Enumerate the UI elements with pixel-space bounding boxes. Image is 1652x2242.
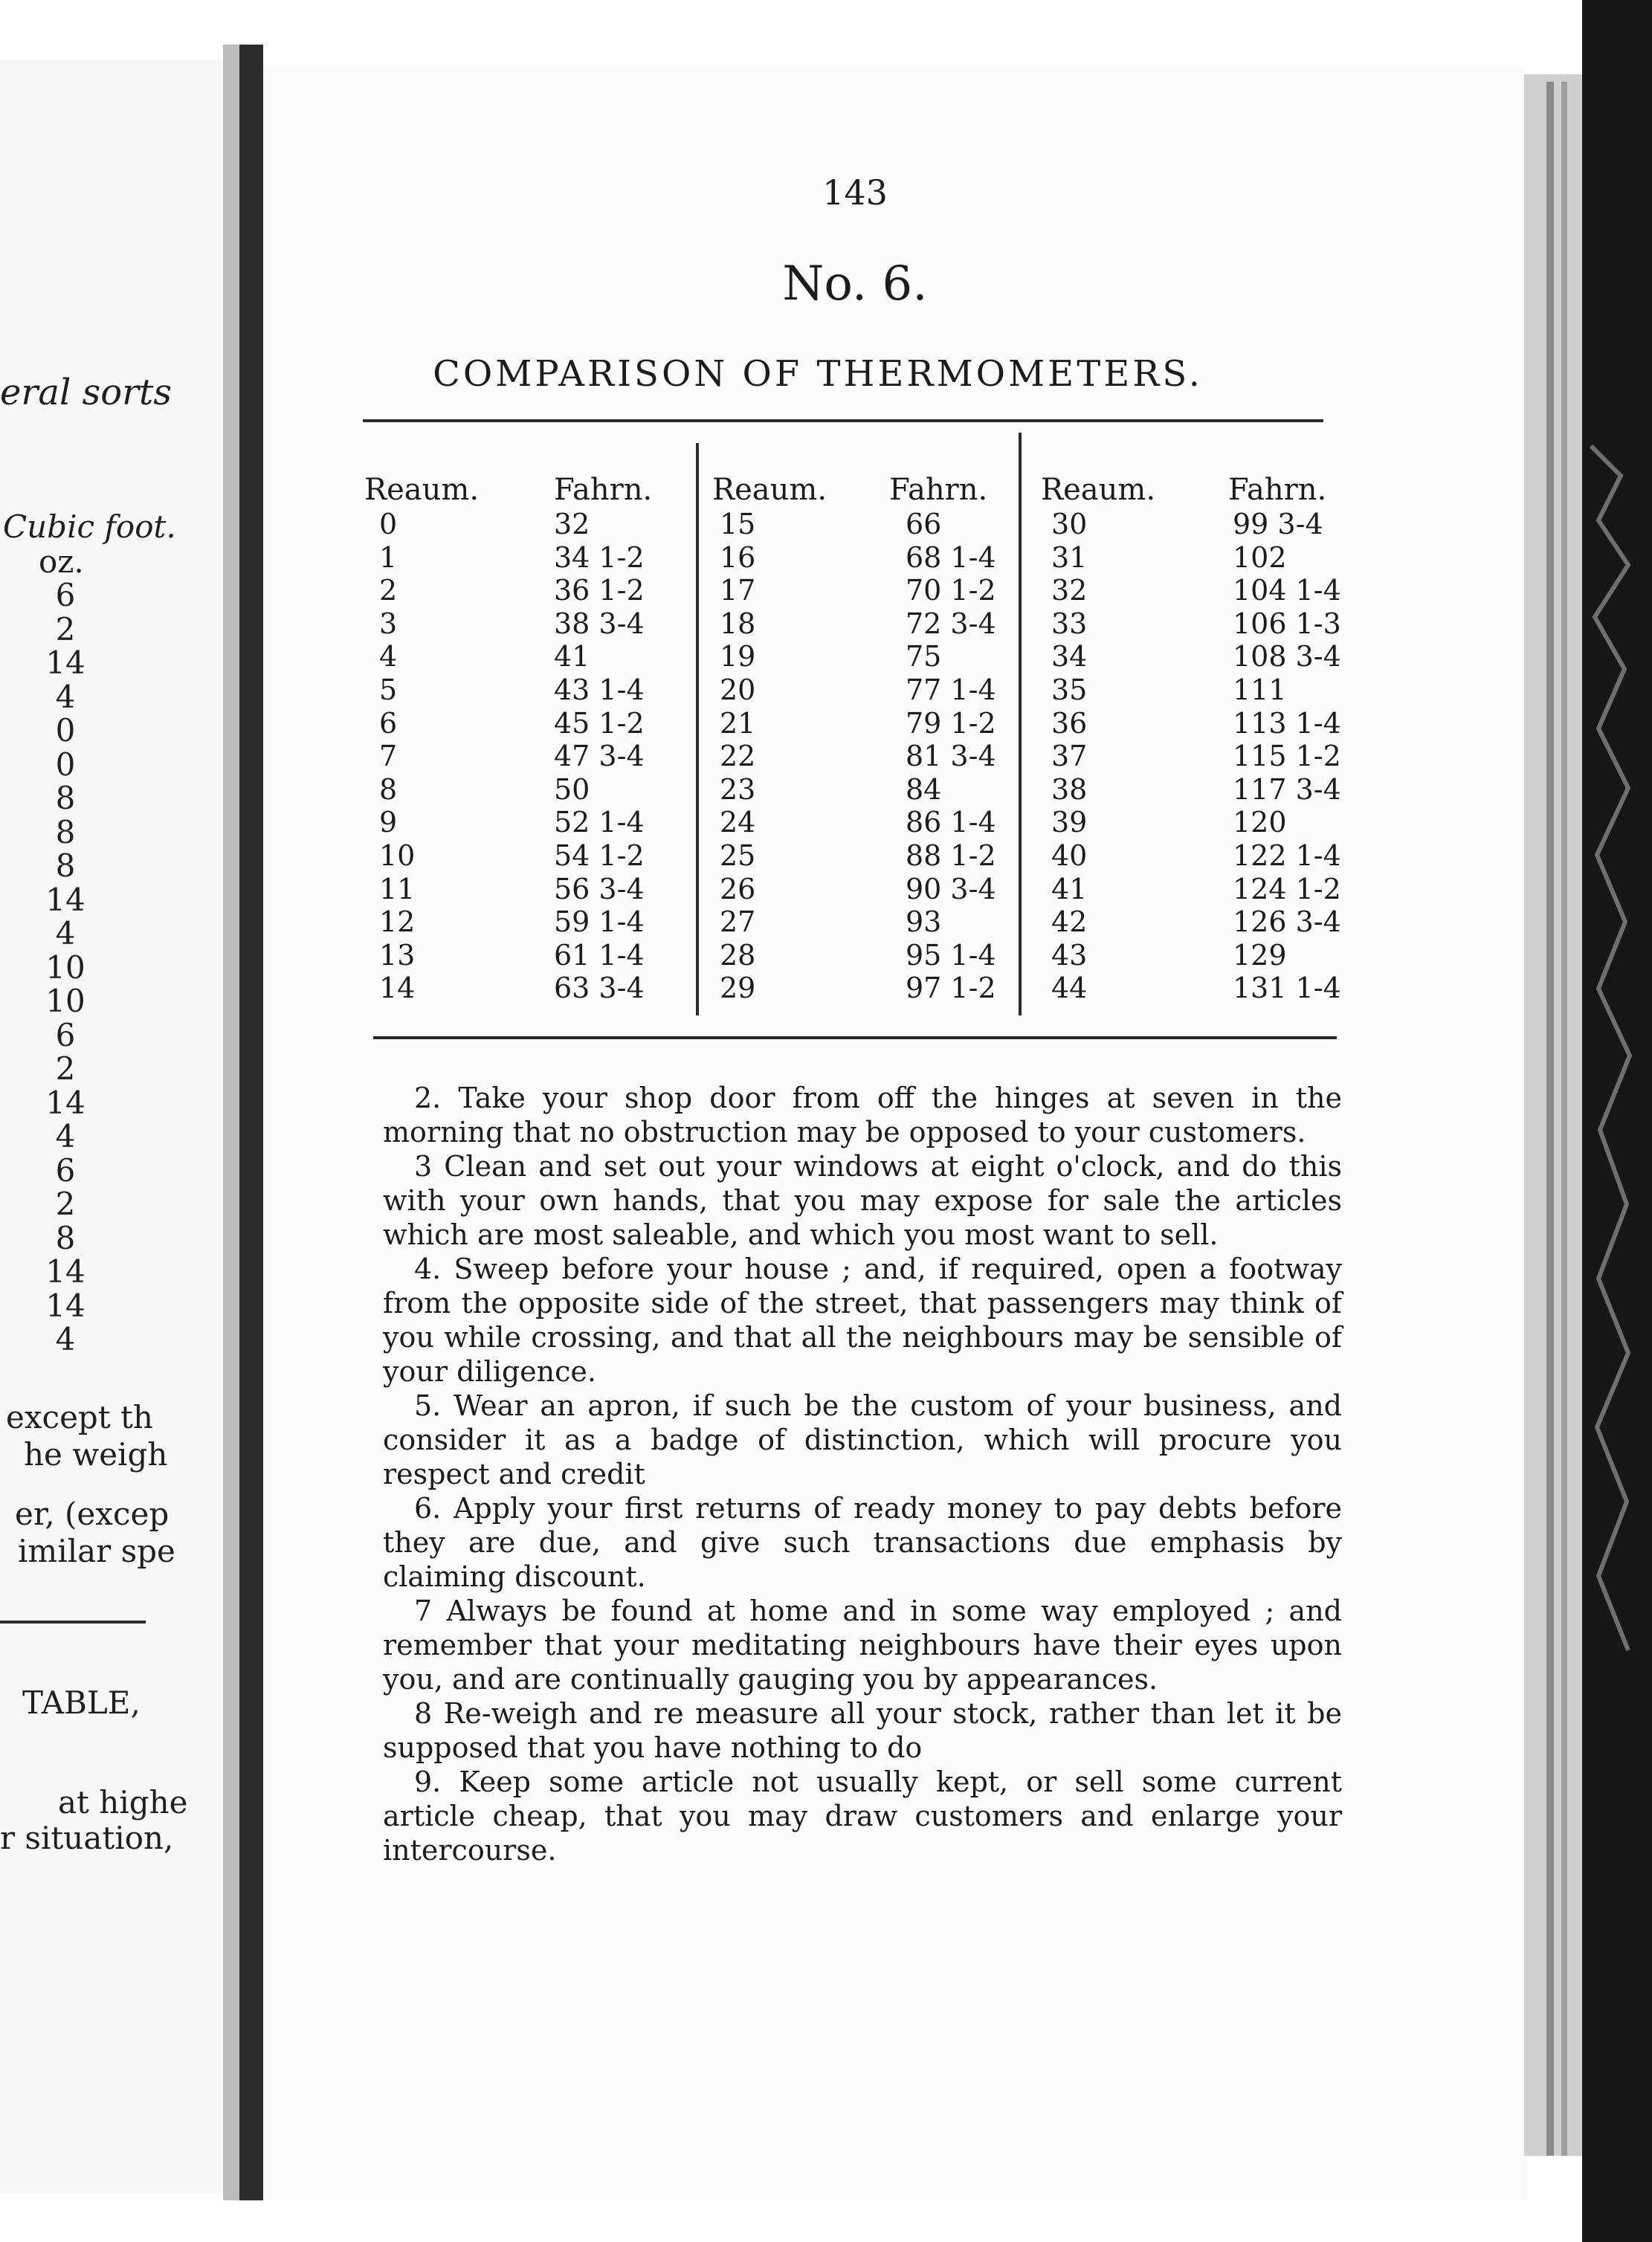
table-cell: 29 xyxy=(720,972,756,1005)
table-cell: 27 xyxy=(720,905,756,939)
facing-number: 2 xyxy=(55,610,76,647)
book-cover-edge xyxy=(1582,0,1652,2242)
table-cell: 52 1-4 xyxy=(554,806,645,839)
facing-number: 4 xyxy=(55,1321,76,1357)
table-cell: 75 xyxy=(906,640,942,673)
table-cell: 43 1-4 xyxy=(554,673,645,706)
table-cell: 97 1-2 xyxy=(906,972,996,1005)
facing-number: 4 xyxy=(55,1118,76,1154)
table-cell: 84 xyxy=(906,772,942,806)
table-cell: 41 xyxy=(1051,872,1088,905)
rule-paragraph: 7 Always be found at home and in some way employed ; and remember that your meditating neighbours have their eyes upon you, and are continually gauging you by appearances. xyxy=(383,1595,1342,1696)
table-cell: 120 xyxy=(1233,806,1287,839)
table-cell: 129 xyxy=(1233,938,1287,972)
facing-heading-fragment: eral sorts xyxy=(0,372,172,413)
facing-number: 2 xyxy=(55,1050,76,1087)
table-cell: 45 1-2 xyxy=(554,706,645,740)
rule-paragraph: 3 Clean and set out your windows at eight o'clock, and do this with your own hands, that you may expose for sale the articles which are most saleable, and which you most want to sell. xyxy=(383,1150,1342,1251)
table-cell: 59 1-4 xyxy=(554,905,645,939)
table-cell: 34 xyxy=(1051,640,1088,673)
table-cell: 17 xyxy=(720,574,756,607)
column-divider xyxy=(696,443,699,1015)
table-cell: 63 3-4 xyxy=(554,972,645,1005)
table-cell: 72 3-4 xyxy=(906,607,996,640)
table-cell: 28 xyxy=(720,938,756,972)
table-cell: 33 xyxy=(1051,607,1088,640)
table-cell: 30 xyxy=(1051,508,1088,540)
table-cell: 18 xyxy=(720,607,756,640)
table-cell: 66 xyxy=(906,508,942,540)
book-gutter xyxy=(236,45,263,2200)
table-cell: 44 xyxy=(1051,972,1088,1005)
facing-number: 8 xyxy=(55,813,76,850)
table-cell: 99 3-4 xyxy=(1233,508,1323,540)
table-cell: 16 xyxy=(720,540,756,574)
table-cell: 102 xyxy=(1233,540,1287,574)
facing-number: 8 xyxy=(55,847,76,884)
column-header-fahrenheit: Fahrn. xyxy=(554,473,653,507)
table-cell: 34 1-2 xyxy=(554,540,645,574)
column-header-fahrenheit: Fahrn. xyxy=(1228,473,1327,507)
table-cell: 115 1-2 xyxy=(1233,740,1341,773)
facing-number: 10 xyxy=(45,983,85,1019)
table-cell: 42 xyxy=(1051,905,1088,939)
table-cell: 38 3-4 xyxy=(554,607,645,640)
table-cell: 117 3-4 xyxy=(1233,772,1341,806)
facing-number: 8 xyxy=(55,1219,76,1256)
facing-fragment: imilar spe xyxy=(18,1533,175,1569)
table-cell: 11 xyxy=(379,872,416,905)
table-cell: 104 1-4 xyxy=(1233,574,1341,607)
rule-paragraph: 2. Take your shop door from off the hinges at seven in the morning that no obstruction may be opposed to your customers. xyxy=(383,1082,1342,1149)
facing-unit-label: Cubic foot. xyxy=(3,508,176,545)
table-cell: 36 xyxy=(1051,706,1088,740)
facing-number: 6 xyxy=(55,577,76,613)
table-cell: 32 xyxy=(554,508,590,540)
table-cell: 20 xyxy=(720,673,756,706)
table-cell: 90 3-4 xyxy=(906,872,996,905)
table-cell: 108 3-4 xyxy=(1233,640,1341,673)
page-number: 143 xyxy=(822,172,888,213)
facing-number: 8 xyxy=(55,780,76,816)
facing-number: 2 xyxy=(55,1186,76,1222)
table-cell: 131 1-4 xyxy=(1233,972,1341,1005)
table-cell: 81 3-4 xyxy=(906,740,996,773)
table-cell: 35 xyxy=(1051,673,1088,706)
table-cell: 2 xyxy=(379,574,398,607)
rules-text xyxy=(383,1081,1342,1867)
rule-paragraph: 9. Keep some article not usually kept, or sell some current article cheap, that you may draw customers and enlarge your intercourse. xyxy=(383,1766,1342,1867)
facing-fragment: er, (excep xyxy=(15,1496,170,1532)
table-cell: 126 3-4 xyxy=(1233,905,1341,939)
table-cell: 50 xyxy=(554,772,590,806)
table-cell: 56 3-4 xyxy=(554,872,645,905)
table-cell: 54 1-2 xyxy=(554,839,645,872)
page-heading: No. 6. xyxy=(782,256,928,311)
table-cell: 8 xyxy=(379,772,398,806)
rule-paragraph: 4. Sweep before your house ; and, if required, open a footway from the opposite side of the street, that passengers may think of you while crossing, and that all the neighbours may be sensible of your diligence. xyxy=(383,1253,1342,1388)
facing-number: 10 xyxy=(45,949,85,986)
facing-lower-fragment: r situation, xyxy=(0,1820,174,1856)
table-cell: 79 1-2 xyxy=(906,706,996,740)
table-cell: 21 xyxy=(720,706,756,740)
table-cell: 106 1-3 xyxy=(1233,607,1341,640)
table-cell: 113 1-4 xyxy=(1233,706,1341,740)
facing-unit-abbrev: oz. xyxy=(39,543,84,580)
table-cell: 37 xyxy=(1051,740,1088,773)
facing-number: 14 xyxy=(45,1084,85,1121)
table-cell: 86 1-4 xyxy=(906,806,996,839)
table-cell: 36 1-2 xyxy=(554,574,645,607)
table-cell: 5 xyxy=(379,673,398,706)
rule-paragraph: 5. Wear an apron, if such be the custom of your business, and consider it as a badge of distinction, which will procure you respect and credit xyxy=(383,1389,1342,1490)
table-cell: 26 xyxy=(720,872,756,905)
page-title: COMPARISON OF THERMOMETERS. xyxy=(433,353,1203,395)
facing-table-label: TABLE, xyxy=(22,1684,141,1721)
table-cell: 19 xyxy=(720,640,756,673)
table-cell: 40 xyxy=(1051,839,1088,872)
table-cell: 9 xyxy=(379,806,398,839)
table-cell: 6 xyxy=(379,706,398,740)
table-cell: 93 xyxy=(906,905,942,939)
table-cell: 38 xyxy=(1051,772,1088,806)
table-cell: 10 xyxy=(379,839,416,872)
facing-number: 0 xyxy=(55,712,76,749)
facing-number: 4 xyxy=(55,678,76,715)
table-cell: 88 1-2 xyxy=(906,839,996,872)
table-cell: 12 xyxy=(379,905,416,939)
column-header-fahrenheit: Fahrn. xyxy=(889,473,988,507)
title-rule xyxy=(363,419,1323,422)
table-cell: 39 xyxy=(1051,806,1088,839)
table-cell: 111 xyxy=(1233,673,1287,706)
table-cell: 22 xyxy=(720,740,756,773)
facing-number: 14 xyxy=(45,1287,85,1324)
table-cell: 95 1-4 xyxy=(906,938,996,972)
table-cell: 15 xyxy=(720,508,756,540)
table-cell: 24 xyxy=(720,806,756,839)
table-cell: 23 xyxy=(720,772,756,806)
table-cell: 43 xyxy=(1051,938,1088,972)
facing-number: 14 xyxy=(45,645,85,681)
table-cell: 47 3-4 xyxy=(554,740,645,773)
facing-number: 6 xyxy=(55,1151,76,1189)
column-divider xyxy=(1019,433,1022,1015)
table-cell: 0 xyxy=(379,508,398,540)
facing-number: 14 xyxy=(45,881,85,918)
table-cell: 25 xyxy=(720,839,756,872)
table-cell: 14 xyxy=(379,972,416,1005)
table-cell: 31 xyxy=(1051,540,1088,574)
table-cell: 70 1-2 xyxy=(906,574,996,607)
table-cell: 77 1-4 xyxy=(906,673,996,706)
table-cell: 122 1-4 xyxy=(1233,839,1341,872)
facing-lower-fragment: at highe xyxy=(58,1784,188,1821)
table-cell: 1 xyxy=(379,540,398,574)
table-cell: 41 xyxy=(554,640,590,673)
table-cell: 32 xyxy=(1051,574,1088,607)
table-cell: 7 xyxy=(379,740,398,773)
facing-rule xyxy=(0,1621,146,1624)
facing-number: 4 xyxy=(55,915,76,952)
table-cell: 68 1-4 xyxy=(906,540,996,574)
table-cell: 124 1-2 xyxy=(1233,872,1341,905)
column-header-reaumur: Reaum. xyxy=(364,473,480,507)
column-header-reaumur: Reaum. xyxy=(1041,473,1156,507)
table-cell: 4 xyxy=(379,640,398,673)
column-header-reaumur: Reaum. xyxy=(712,473,827,507)
table-cell: 61 1-4 xyxy=(554,938,645,972)
rule-paragraph: 8 Re-weigh and re measure all your stock, rather than let it be supposed that you have nothing to do xyxy=(383,1697,1342,1764)
table-bottom-rule xyxy=(373,1036,1337,1039)
facing-number: 0 xyxy=(55,746,76,783)
table-cell: 13 xyxy=(379,938,416,972)
rule-paragraph: 6. Apply your first returns of ready money to pay debts before they are due, and give such transactions due emphasis by claiming discount. xyxy=(383,1492,1342,1593)
facing-number: 14 xyxy=(45,1253,85,1290)
facing-fragment: he weigh xyxy=(24,1436,168,1473)
table-cell: 3 xyxy=(379,607,398,640)
facing-fragment: except th xyxy=(6,1399,153,1435)
facing-number: 6 xyxy=(55,1016,76,1053)
